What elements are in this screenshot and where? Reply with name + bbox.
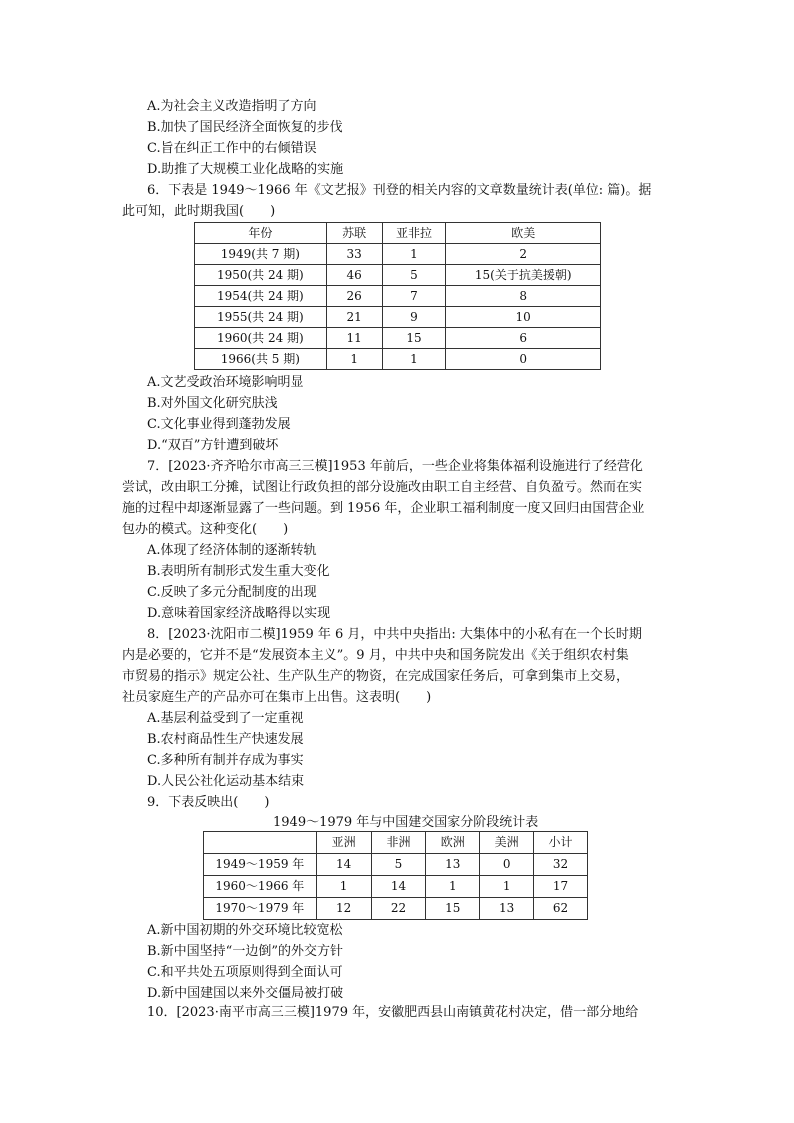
table-cell: 0 xyxy=(446,349,601,370)
q6-table xyxy=(194,222,601,370)
table-cell: 8 xyxy=(446,286,601,307)
table-cell: 46 xyxy=(326,265,382,286)
q9-option-a: A.新中国初期的外交环境比较宽松 xyxy=(147,923,343,938)
q8-option-a: A.基层利益受到了一定重视 xyxy=(147,711,304,726)
table-cell: 15 xyxy=(382,328,446,349)
q6-option-b: B.对外国文化研究肤浅 xyxy=(147,396,278,411)
q7-stem-cont: 施的过程中却逐渐显露了一些问题。到 1956 年，企业职工福利制度一度又回归由国营企业 xyxy=(122,501,645,516)
q6-stem-cont: 此可知，此时期我国( ) xyxy=(122,204,276,219)
table-row xyxy=(195,265,601,286)
table-cell: 1954(共 24 期) xyxy=(195,286,327,307)
table-header-row xyxy=(204,832,588,854)
table-cell: 1 xyxy=(382,349,446,370)
table-cell: 5 xyxy=(371,854,426,876)
table-cell: 13 xyxy=(480,898,534,920)
q8-stem-cont: 社员家庭生产的产品亦可在集市上出售。这表明( ) xyxy=(122,690,432,705)
q8-option-b: B.农村商品性生产快速发展 xyxy=(147,732,304,747)
q10-stem: 10．[2023·南平市高三三模]1979 年，安徽肥西县山南镇黄花村决定，借一部分地给 xyxy=(147,1005,639,1020)
table-row xyxy=(195,349,601,370)
table-cell: 10 xyxy=(446,307,601,328)
table-cell: 6 xyxy=(446,328,601,349)
q7-stem-cont: 尝试，改由职工分摊，试图让行政负担的部分设施改由职工自主经营、自负盈亏。然而在实 xyxy=(122,480,643,495)
table-cell: 9 xyxy=(382,307,446,328)
table-row xyxy=(204,876,588,898)
table-cell: 1 xyxy=(426,876,480,898)
q5-option-d: D.助推了大规模工业化战略的实施 xyxy=(147,162,344,177)
header-cell: 苏联 xyxy=(326,223,382,244)
table-cell: 11 xyxy=(326,328,382,349)
table-cell: 33 xyxy=(326,244,382,265)
table-cell: 1949～1959 年 xyxy=(204,854,317,876)
table-cell: 0 xyxy=(480,854,534,876)
q6-option-d: D.“双百”方针遭到破坏 xyxy=(147,438,279,453)
table-cell: 1960～1966 年 xyxy=(204,876,317,898)
table-cell: 1960(共 24 期) xyxy=(195,328,327,349)
q7-stem: 7．[2023·齐齐哈尔市高三三模]1953 年前后，一些企业将集体福利设施进行了经营化 xyxy=(147,459,643,474)
q6-option-a: A.文艺受政治环境影响明显 xyxy=(147,375,304,390)
table-row xyxy=(195,244,601,265)
table-row xyxy=(204,854,588,876)
table-cell: 1955(共 24 期) xyxy=(195,307,327,328)
q7-option-a: A.体现了经济体制的逐渐转轨 xyxy=(147,543,317,558)
header-cell: 亚非拉 xyxy=(382,223,446,244)
table-cell: 17 xyxy=(534,876,588,898)
table-row xyxy=(204,898,588,920)
q8-option-d: D.人民公社化运动基本结束 xyxy=(147,774,305,789)
table-cell: 1 xyxy=(326,349,382,370)
table-cell: 15(关于抗美援朝) xyxy=(446,265,601,286)
q9-table xyxy=(203,831,588,920)
header-cell: 非洲 xyxy=(371,832,426,854)
table-cell: 15 xyxy=(426,898,480,920)
table-cell: 1 xyxy=(382,244,446,265)
q8-stem-cont: 市贸易的指示》规定公社、生产队生产的物资，在完成国家任务后，可拿到集市上交易， xyxy=(122,669,630,684)
table-cell: 26 xyxy=(326,286,382,307)
q6-option-c: C.文化事业得到蓬勃发展 xyxy=(147,417,291,432)
table-cell: 1 xyxy=(480,876,534,898)
q7-option-d: D.意味着国家经济战略得以实现 xyxy=(147,606,331,621)
table-cell: 1966(共 5 期) xyxy=(195,349,327,370)
table-cell: 2 xyxy=(446,244,601,265)
q7-option-b: B.表明所有制形式发生重大变化 xyxy=(147,564,330,579)
table-cell: 62 xyxy=(534,898,588,920)
q9-option-d: D.新中国建国以来外交僵局被打破 xyxy=(147,986,344,1001)
q9-table-title: 1949～1979 年与中国建交国家分阶段统计表 xyxy=(273,815,539,830)
table-cell: 32 xyxy=(534,854,588,876)
header-cell: 欧美 xyxy=(446,223,601,244)
header-cell: 美洲 xyxy=(480,832,534,854)
q5-option-a: A.为社会主义改造指明了方向 xyxy=(147,99,317,114)
table-cell: 1950(共 24 期) xyxy=(195,265,327,286)
q7-option-c: C.反映了多元分配制度的出现 xyxy=(147,585,317,600)
table-cell: 14 xyxy=(371,876,426,898)
table-cell: 22 xyxy=(371,898,426,920)
table-row xyxy=(195,286,601,307)
q9-stem: 9．下表反映出( ) xyxy=(147,795,270,810)
header-cell: 亚洲 xyxy=(316,832,371,854)
q8-stem-cont: 内是必要的，它并不是“发展资本主义”。9 月，中共中央和国务院发出《关于组织农村集 xyxy=(122,648,629,663)
table-cell: 14 xyxy=(316,854,371,876)
table-cell: 12 xyxy=(316,898,371,920)
q5-option-b: B.加快了国民经济全面恢复的步伐 xyxy=(147,120,343,135)
table-row xyxy=(195,307,601,328)
q8-stem: 8．[2023·沈阳市二模]1959 年 6 月，中共中央指出: 大集体中的小私有在一个长时期 xyxy=(147,627,642,642)
header-cell: 小计 xyxy=(534,832,588,854)
header-cell: 欧洲 xyxy=(426,832,480,854)
table-cell: 1949(共 7 期) xyxy=(195,244,327,265)
table-header-row xyxy=(195,223,601,244)
q7-stem-cont: 包办的模式。这种变化( ) xyxy=(122,522,289,537)
table-cell: 5 xyxy=(382,265,446,286)
q9-option-b: B.新中国坚持“一边倒”的外交方针 xyxy=(147,944,343,959)
table-cell: 7 xyxy=(382,286,446,307)
table-row xyxy=(195,328,601,349)
header-cell: 年份 xyxy=(195,223,327,244)
q8-option-c: C.多种所有制并存成为事实 xyxy=(147,753,304,768)
table-cell: 1970～1979 年 xyxy=(204,898,317,920)
table-cell: 21 xyxy=(326,307,382,328)
table-cell: 13 xyxy=(426,854,480,876)
q5-option-c: C.旨在纠正工作中的右倾错误 xyxy=(147,141,317,156)
q9-option-c: C.和平共处五项原则得到全面认可 xyxy=(147,965,343,980)
header-cell xyxy=(204,832,317,854)
q6-stem: 6．下表是 1949～1966 年《文艺报》刊登的相关内容的文章数量统计表(单位: 篇)。据 xyxy=(147,183,652,198)
table-cell: 1 xyxy=(316,876,371,898)
